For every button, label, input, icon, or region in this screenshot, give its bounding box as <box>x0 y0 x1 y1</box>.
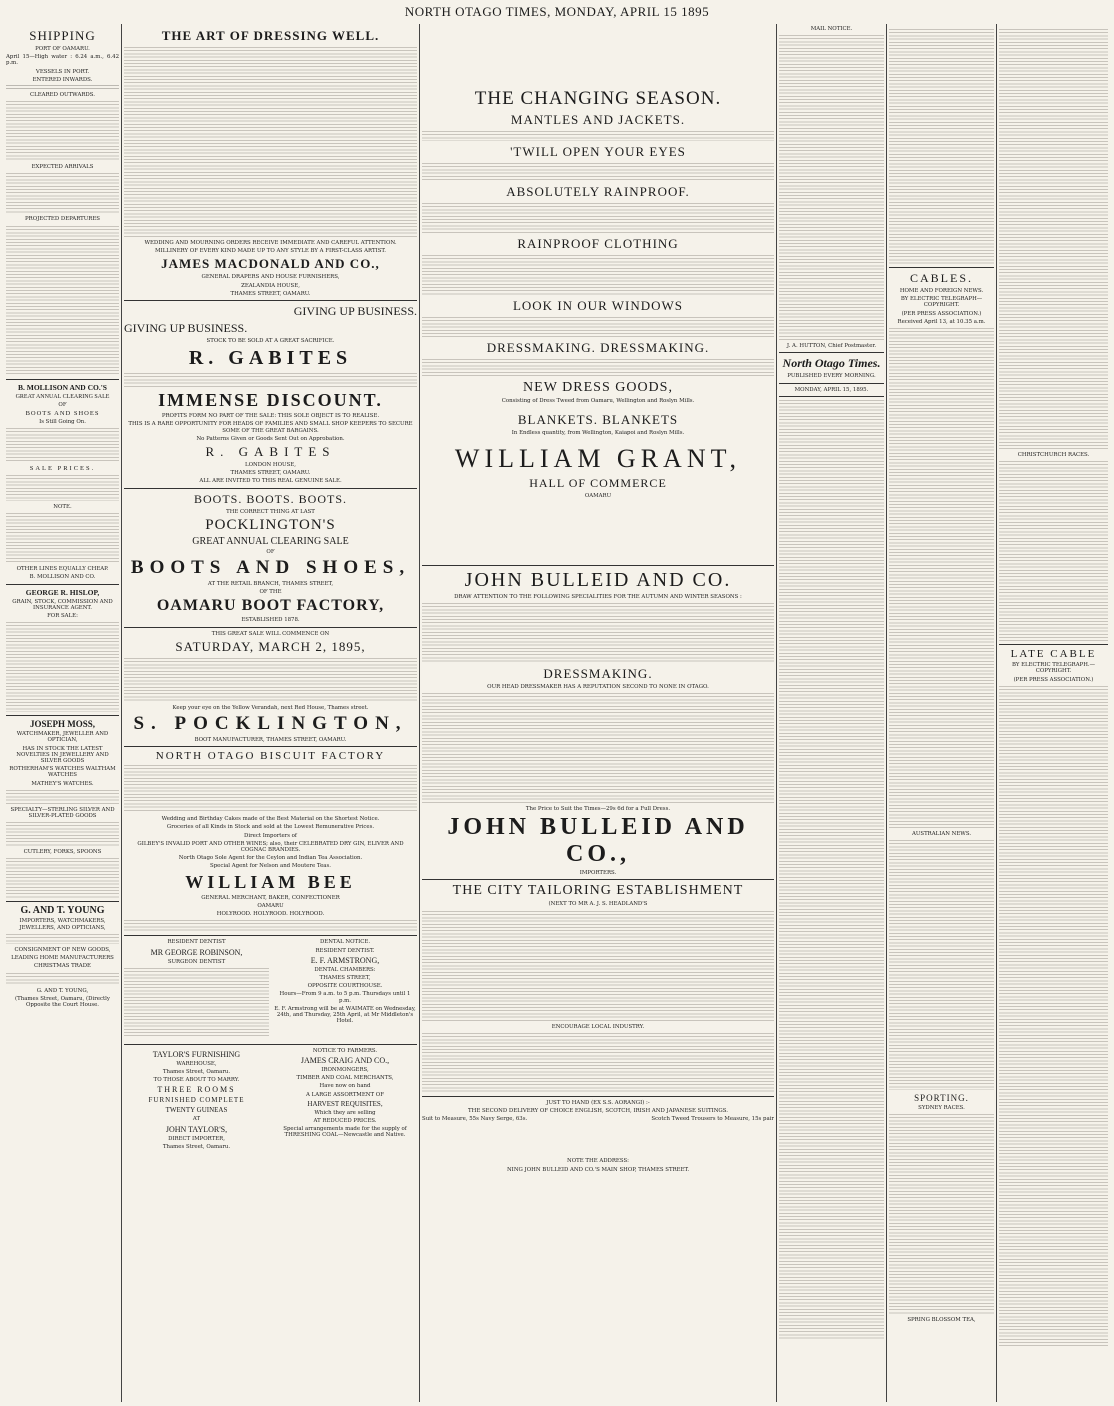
sydney-races: SYDNEY RACES. <box>918 1105 965 1112</box>
australian-news: AUSTRALIAN NEWS. <box>911 831 972 838</box>
text-block <box>6 513 119 563</box>
holyrood: HOLYROOD. HOLYROOD. HOLYROOD. <box>216 911 325 918</box>
dressmaking: DRESSMAKING. DRESSMAKING. <box>486 340 710 355</box>
text-block <box>779 35 884 340</box>
text-block <box>422 359 774 377</box>
correct-thing: THE CORRECT THING AT LAST <box>226 508 315 515</box>
issue-date: MONDAY, APRIL 15, 1895. <box>794 386 869 393</box>
cutlery: CUTLERY, FORKS, SPOONS <box>23 849 102 856</box>
of-line: OF <box>266 548 275 555</box>
divider <box>422 1096 774 1097</box>
mathey: MATHEY'S WATCHES. <box>31 780 94 787</box>
waltham: ROTHERHAM'S WATCHES WALTHAM WATCHES <box>9 766 116 779</box>
text-block <box>6 973 119 985</box>
profits-line: PROFITS FORM NO PART OF THE SALE: THIS SOLE OBJECT IS TO REALISE. <box>161 413 380 420</box>
editorial-text <box>779 400 884 1340</box>
spacer <box>422 502 774 562</box>
gilbey-wines: GILBEY'S INVALID PORT AND OTHER WINES; also, their CELEBRATED DRY GIN, ELIVER AND COGNAC BRANDIES. <box>137 840 404 854</box>
bee-trade: GENERAL MERCHANT, BAKER, CONFECTIONER <box>201 894 340 901</box>
direct-importers: Direct Importers of <box>244 832 297 839</box>
spring-blossom: SPRING BLOSSOM TEA, <box>907 1317 976 1324</box>
text-block <box>124 658 417 702</box>
groceries: Groceries of all Kinds in Stock and sold at the Lowest Remunerative Prices. <box>166 824 375 831</box>
blankets-sub: In Endless quantity, from Wellington, Kaiapoi and Roslyn Mills. <box>511 430 685 437</box>
retail-branch: AT THE RETAIL BRANCH, THAMES STREET, <box>207 581 334 588</box>
taylor-ad <box>124 1048 269 1152</box>
open-your-eyes: 'TWILL OPEN YOUR EYES <box>510 144 686 159</box>
tea-agent: North Otago Sole Agent for the Ceylon and Indian Tea Association. <box>178 855 363 862</box>
craig-name: JAMES CRAIG AND CO., <box>300 1055 390 1065</box>
by-telegraph: BY ELECTRIC TELEGRAPH—COPYRIGHT. <box>900 296 983 309</box>
text-block <box>889 29 994 264</box>
divider <box>422 565 774 566</box>
pocklington-trade: BOOT MANUFACTURER, THAMES STREET, OAMARU. <box>194 737 347 744</box>
robinson-ad <box>124 939 269 1040</box>
all-invited: ALL ARE INVITED TO THIS REAL GENUINE SALE. <box>199 478 342 485</box>
twenty-guineas: TWENTY GUINEAS <box>165 1106 228 1115</box>
column-shipping <box>6 26 119 1400</box>
masthead: NORTH OTAGO TIMES, MONDAY, APRIL 15 1895 <box>404 4 710 19</box>
pocklington-name: S. POCKLINGTON, <box>133 713 408 735</box>
opposite-courthouse: OPPOSITE COURTHOUSE. <box>307 983 383 990</box>
text-block <box>124 47 417 237</box>
text-block <box>422 911 774 1021</box>
note: NOTE. <box>53 504 72 511</box>
text-block <box>124 373 417 387</box>
millinery: MILLINERY OF EVERY KIND MADE UP TO ANY STYLE BY A FIRST-CLASS ARTIST. <box>155 248 386 255</box>
divider <box>6 901 119 902</box>
rainproof-clothing: RAINPROOF CLOTHING <box>517 236 679 251</box>
to-marry: TO THOSE ABOUT TO MARRY. <box>153 1077 240 1084</box>
bulleid-heading: JOHN BULLEID AND CO. <box>464 568 732 591</box>
divider <box>6 715 119 716</box>
rare-opportunity: THIS IS A RARE OPPORTUNITY FOR HEADS OF FAMILIES AND SMALL SHOP KEEPERS TO SECURE SOME OF THE GREAT BARGAINS. <box>128 421 413 434</box>
text-block <box>124 920 417 932</box>
text-block <box>999 461 1108 641</box>
resident-dentist: RESIDENT DENTIST <box>167 939 226 946</box>
prices-row <box>422 1116 774 1124</box>
text-block <box>422 203 774 233</box>
armstrong-name: E. F. ARMSTRONG, <box>310 955 380 965</box>
pocklington-heading: POCKLINGTON'S <box>205 516 336 533</box>
hislop-name: GEORGE R. HISLOP, <box>25 587 100 597</box>
cables-heading: CABLES. <box>909 271 973 285</box>
column-rule <box>419 24 420 1402</box>
divider <box>124 935 417 936</box>
divider <box>422 879 774 880</box>
received-line: Received April 13, at 10.35 a.m. <box>897 318 986 325</box>
boots-shoes: BOOTS AND SHOES <box>25 409 100 417</box>
craig-ad <box>273 1048 417 1152</box>
mantles-jackets: MANTLES AND JACKETS. <box>510 112 686 127</box>
resident-dentist-2: RESIDENT DENTIST. <box>315 947 375 954</box>
hall-of-commerce: HALL OF COMMERCE <box>529 476 667 491</box>
young-consign: CONSIGNMENT OF NEW GOODS, <box>14 946 111 953</box>
no-patterns: No Patterns Given or Goods Sent Out on Approbation. <box>196 435 345 442</box>
text-block <box>422 163 774 181</box>
text-block <box>422 255 774 295</box>
boots-and-shoes: BOOTS AND SHOES, <box>130 557 411 579</box>
reduced-prices: AT REDUCED PRICES. <box>313 1117 377 1124</box>
divider <box>124 300 417 301</box>
selling: Which they are selling <box>314 1109 376 1116</box>
reputation: OUR HEAD DRESSMAKER HAS A REPUTATION SECOND TO NONE IN OTAGO. <box>487 683 709 690</box>
divider <box>124 627 417 628</box>
late-press: (PER PRESS ASSOCIATION.) <box>1013 676 1094 683</box>
dress-sub: Consisting of Dress Tweed from Oamaru, Wellington and Roslyn Mills. <box>501 398 695 404</box>
direct-importer: DIRECT IMPORTER, <box>168 1135 225 1142</box>
text-block <box>889 1114 994 1314</box>
trousers-price: Scotch Tweed Trousers to Measure, 15s pair <box>651 1116 774 1123</box>
divider <box>124 488 417 489</box>
price-to-suit: The Price to Suit the Times—29s 6d for a Full Dress. <box>525 806 671 813</box>
divider <box>6 584 119 585</box>
threshing-coal: Special arrangements made for the supply of THRESHING COAL—Newcastle and Native. <box>283 1126 407 1139</box>
notice-farmers: NOTICE TO FARMERS. <box>312 1047 378 1054</box>
divider <box>124 1044 417 1045</box>
boots-banner: BOOTS. BOOTS. BOOTS. <box>193 491 348 506</box>
young-leading: LEADING HOME MANUFACTURERS <box>11 955 114 962</box>
late-cable: LATE CABLE <box>1010 648 1097 661</box>
at: AT <box>192 1116 201 1123</box>
macdonald-name: JAMES MACDONALD AND CO., <box>161 256 380 272</box>
divider <box>999 644 1108 645</box>
text-block <box>999 686 1108 1346</box>
moss-trade: WATCHMAKER, JEWELLER AND OPTICIAN, <box>16 731 109 744</box>
spacer <box>422 26 774 86</box>
text-block <box>422 603 774 663</box>
vessels-heading: VESSELS IN PORT. <box>35 68 90 75</box>
column-rule <box>886 24 887 1402</box>
text-block <box>422 131 774 141</box>
divider <box>124 746 417 747</box>
home-foreign: HOME AND FOREIGN NEWS. <box>899 288 984 294</box>
dental-chambers: DENTAL CHAMBERS: <box>314 966 376 973</box>
art-title: THE ART OF DRESSING WELL. <box>161 28 380 43</box>
text-block <box>999 29 1108 449</box>
text-block <box>124 968 269 1038</box>
published-every: PUBLISHED EVERY MORNING. <box>787 373 876 380</box>
column-rule <box>121 24 122 1402</box>
wedding-orders: WEDDING AND MOURNING ORDERS RECEIVE IMMEDIATE AND CAREFUL ATTENTION. <box>144 240 397 246</box>
timber-coal: TIMBER AND COAL MERCHANTS, <box>296 1075 394 1082</box>
encourage-industry: ENCOURAGE LOCAL INDUSTRY. <box>551 1023 645 1030</box>
text-block <box>422 1033 774 1093</box>
entered-heading: ENTERED INWARDS. <box>32 76 93 83</box>
suit-price: Suit to Measure, 55s Navy Serge, 63s. <box>422 1116 528 1123</box>
shipping-heading: SHIPPING <box>29 28 96 43</box>
sale-prices: SALE PRICES. <box>29 465 96 473</box>
giving-up-2: GIVING UP BUSINESS. <box>124 321 248 336</box>
young-christmas: CHRISTMAS TRADE <box>34 963 91 970</box>
dental-notice: DENTAL NOTICE. <box>319 939 371 946</box>
of: OF <box>58 401 67 408</box>
text-block <box>6 475 119 501</box>
have-on-hand: Have now on hand <box>319 1083 371 1090</box>
mollison-sign: B. MOLLISON AND CO. <box>29 574 96 581</box>
giving-up-1: GIVING UP BUSINESS. <box>293 304 417 319</box>
note-address: NOTE THE ADDRESS: <box>567 1158 629 1165</box>
william-grant: WILLIAM GRANT, <box>454 444 742 474</box>
saturday-date: SATURDAY, MARCH 2, 1895, <box>175 638 366 654</box>
young-trade: IMPORTERS, WATCHMAKERS, JEWELLERS, AND OPTICIANS, <box>19 918 106 931</box>
biscuit-factory: NORTH OTAGO BISCUIT FACTORY <box>155 750 386 763</box>
divider <box>779 383 884 384</box>
draw-attention: DRAW ATTENTION TO THE FOLLOWING SPECIALITIES FOR THE AUTUMN AND WINTER SEASONS : <box>454 593 742 600</box>
wedding-cakes: Wedding and Birthday Cakes made of the Best Material on the Shortest Notice. <box>161 816 380 823</box>
young-address: (Thames Street, Oamaru, (Directly Opposite the Court House. <box>15 995 110 1008</box>
look-windows: LOOK IN OUR WINDOWS <box>512 298 684 313</box>
divider <box>779 396 884 397</box>
taylor-street: Thames Street, Oamaru. <box>162 1068 231 1075</box>
text-block <box>6 173 119 213</box>
other-lines: OTHER LINES EQUALLY CHEAP. <box>16 566 109 573</box>
young-sign: G. AND T. YOUNG, <box>36 987 89 994</box>
taylor-street-2: Thames Street, Oamaru. <box>162 1143 231 1150</box>
mollison-name: B. MOLLISON AND CO.'S <box>18 382 107 392</box>
text-block <box>6 934 119 944</box>
young-name: G. AND T. YOUNG <box>20 905 105 917</box>
macdonald-trade: GENERAL DRAPERS AND HOUSE FURNISHERS, <box>201 274 340 281</box>
warehouse: WAREHOUSE, <box>176 1060 217 1067</box>
sale-commence: THIS GREAT SALE WILL COMMENCE ON <box>211 630 330 637</box>
london-house: LONDON HOUSE, <box>245 462 296 469</box>
text-block <box>6 226 119 376</box>
spacer <box>422 1124 774 1158</box>
late-by: BY ELECTRIC TELEGRAPH.—COPYRIGHT. <box>1011 662 1096 675</box>
robinson-name: MR GEORGE ROBINSON, <box>150 947 243 957</box>
bulleid-name: JOHN BULLEID AND CO., <box>447 814 749 868</box>
thames-street: THAMES STREET, <box>319 974 371 981</box>
immense-discount: IMMENSE DISCOUNT. <box>158 390 383 411</box>
bee-town: OAMARU <box>257 902 284 909</box>
established: ESTABLISHED 1878. <box>241 617 300 624</box>
new-dress-goods: NEW DRESS GOODS, <box>523 380 673 395</box>
hislop-trade: GRAIN, STOCK, COMMISSION AND INSURANCE AGENT. <box>12 598 113 611</box>
divider <box>889 267 994 268</box>
changing-season: THE CHANGING SEASON. <box>474 88 722 109</box>
bee-name: WILLIAM BEE <box>185 871 356 892</box>
taylor-name: JOHN TAYLOR'S, <box>165 1124 228 1134</box>
special-agent: Special Agent for Nelson and Moutere Teas. <box>210 863 331 870</box>
keep-eye: Keep your eye on the Yellow Verandah, next Red House, Thames street. <box>172 704 369 711</box>
second-delivery: THE SECOND DELIVERY OF CHOICE ENGLISH, SCOTCH, IRISH AND JAPANESE SUITINGS. <box>468 1108 728 1115</box>
column-news-3 <box>999 26 1108 1400</box>
mail-notice: MAIL NOTICE. <box>810 26 853 32</box>
macdonald-house: ZEALANDIA HOUSE, <box>241 282 300 289</box>
still-going: Is Still Going On. <box>39 418 86 425</box>
city-tailoring: THE CITY TAILORING ESTABLISHMENT <box>452 883 744 899</box>
port-line: PORT OF OAMARU. <box>35 46 90 52</box>
importers: IMPORTERS. <box>579 870 617 877</box>
text-block <box>422 317 774 337</box>
column-rule <box>996 24 997 1402</box>
grant-oamaru: OAMARU <box>584 493 612 500</box>
column-news-2 <box>889 26 994 1400</box>
column-drapery <box>422 26 774 1400</box>
for-sale: FOR SALE: <box>47 613 78 620</box>
text-block <box>6 822 119 846</box>
text-block <box>6 622 119 712</box>
column-news-1 <box>779 26 884 1400</box>
per-press: (PER PRESS ASSOCIATION.) <box>901 310 982 317</box>
armstrong-ad <box>273 939 417 1040</box>
great-annual: GREAT ANNUAL CLEARING SALE <box>192 535 349 547</box>
divider <box>6 379 119 380</box>
sporting-heading: SPORTING. <box>914 1093 969 1104</box>
text-block <box>6 858 119 898</box>
text-block <box>6 428 119 462</box>
main-shop: NING JOHN BULLEID AND CO.'S MAIN SHOP, THAMES STREET. <box>506 1166 690 1173</box>
ironmongers: IRONMONGERS, <box>321 1066 369 1073</box>
projected-heading: PROJECTED DEPARTURES <box>25 216 100 223</box>
text-block <box>6 85 119 91</box>
text-block <box>889 328 994 828</box>
furnished: FURNISHED COMPLETE <box>148 1096 245 1105</box>
waimate-visit: E. F. Armstrong will be at WAIMATE on Wednesday, 24th, and Thursday, 25th April, at Mr Middleton's Hotel. <box>274 1005 416 1025</box>
specialty: SPECIALTY—STERLING SILVER AND SILVER-PLATED GOODS <box>10 806 115 820</box>
large-assortment: A LARGE ASSORTMENT OF <box>306 1091 384 1098</box>
text-block <box>422 693 774 803</box>
harvest-requisites: HARVEST REQUISITES, <box>307 1099 383 1108</box>
surgeon-dentist: SURGEON DENTIST <box>167 958 226 965</box>
christchurch-races: CHRISTCHURCH RACES. <box>1017 452 1090 458</box>
column-advertisements <box>124 26 417 1400</box>
blankets: BLANKETS. BLANKETS <box>517 412 679 428</box>
moss-name: JOSEPH MOSS, <box>29 719 95 730</box>
three-rooms: THREE ROOMS <box>157 1085 236 1095</box>
expected-heading: EXPECTED ARRIVALS <box>31 164 94 171</box>
absolutely-rainproof: ABSOLUTELY RAINPROOF. <box>506 184 690 199</box>
boot-factory: OAMARU BOOT FACTORY, <box>156 597 385 615</box>
gabites-name: R. GABITES <box>188 347 353 370</box>
clearing-sale: GREAT ANNUAL CLEARING SALE <box>15 393 110 400</box>
dressmaking-2: DRESSMAKING. <box>543 665 653 681</box>
divider <box>779 352 884 353</box>
text-block <box>6 790 119 804</box>
bottom-row <box>124 1048 417 1152</box>
gabites-street: THAMES STREET, OAMARU. <box>230 470 311 477</box>
tide-line: April 15—High water : 6.24 a.m., 6.42 p.m. <box>6 54 119 67</box>
hours: Hours—From 9 a.m. to 5 p.m. Thursdays until 1 p.m. <box>279 991 411 1004</box>
dentist-row <box>124 939 417 1040</box>
macdonald-street: THAMES STREET, OAMARU. <box>230 290 311 297</box>
gabites-name-2: R. GABITES <box>205 444 336 460</box>
just-to-hand: JUST TO HAND (EX S.S. AORANGI) :- <box>546 1099 650 1106</box>
text-block <box>6 101 119 161</box>
column-rule <box>776 24 777 1402</box>
text-block <box>889 840 994 1090</box>
next-to: (NEXT TO MR A. J. S. HEADLAND'S <box>548 901 648 908</box>
text-block <box>124 765 417 813</box>
of-the: OF THE <box>259 589 282 596</box>
times-nameplate: North Otago Times. <box>782 356 881 371</box>
cleared-heading: CLEARED OUTWARDS. <box>30 92 95 99</box>
stock-sold: STOCK TO BE SOLD AT A GREAT SACRIFICE. <box>206 338 335 345</box>
moss-stock: HAS IN STOCK THE LATEST NOVELTIES IN JEWELLERY AND SILVER GOODS <box>16 745 109 765</box>
taylor-title: TAYLOR'S FURNISHING <box>152 1049 241 1059</box>
postmaster: J. A. HUTTON, Chief Postmaster. <box>786 343 877 350</box>
